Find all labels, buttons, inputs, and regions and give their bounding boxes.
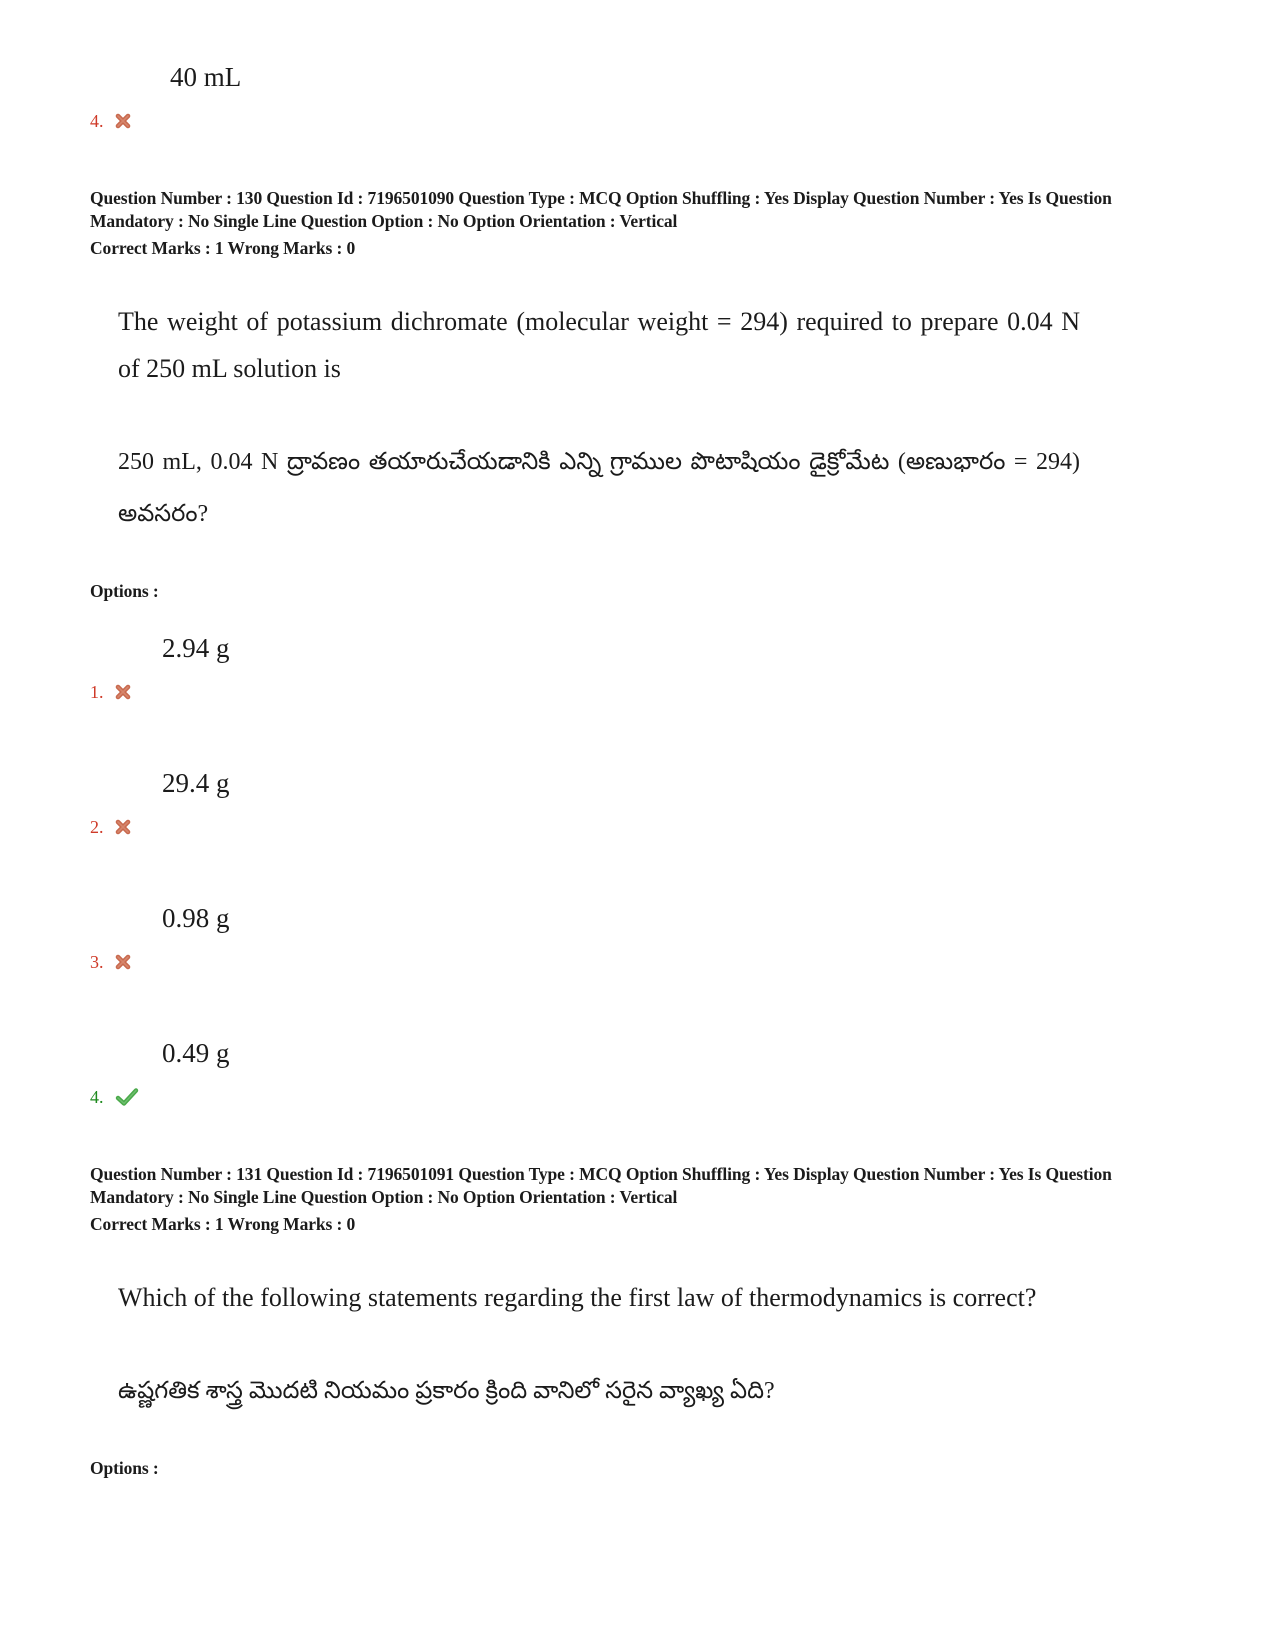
question-text-telugu: 250 mL, 0.04 N ద్రావణం తయారుచేయడానికి ఎన్ని గ్రాముల పొటాషియం డైక్రోమేట (అణుభారం = 294) అవసరం? <box>118 449 1080 527</box>
option-marker-row <box>90 109 1185 133</box>
question-meta: Question Number : 131 Question Id : 7196501091 Question Type : MCQ Option Shuffling : Yes Display Question Number : Yes Is Question Mandatory : No Single Line Question Option : No Option Orientation : Vertical <box>90 1164 1112 1207</box>
option-number: 4. <box>90 111 104 131</box>
option-row-3 <box>90 901 1185 974</box>
check-icon <box>115 1088 139 1106</box>
cross-icon <box>115 819 131 835</box>
option-marker-row <box>90 1085 1185 1109</box>
question-marks: Correct Marks : 1 Wrong Marks : 0 <box>90 238 356 258</box>
cross-icon <box>115 684 131 700</box>
option-value: 0.49 g <box>162 1038 230 1068</box>
options-label: Options : <box>90 1458 159 1478</box>
question-text-english: The weight of potassium dichromate (molecular weight = 294) required to prepare 0.04 N of 250 mL solution is <box>118 307 1080 383</box>
option-marker-row <box>90 815 1185 839</box>
question-text-english: Which of the following statements regarding the first law of thermodynamics is correct? <box>118 1283 1037 1312</box>
option-row-1 <box>90 631 1185 704</box>
cross-icon <box>115 113 131 129</box>
option-number: 2. <box>90 817 104 837</box>
question-meta: Question Number : 130 Question Id : 7196501090 Question Type : MCQ Option Shuffling : Yes Display Question Number : Yes Is Question Mandatory : No Single Line Question Option : No Option Orientation : Vertical <box>90 188 1112 231</box>
option-value: 29.4 g <box>162 768 230 798</box>
question-130 <box>90 187 1185 1109</box>
cross-icon <box>115 954 131 970</box>
option-marker-row <box>90 680 1185 704</box>
option-number: 3. <box>90 952 104 972</box>
question-131 <box>90 1163 1185 1480</box>
option-value: 40 mL <box>170 62 242 92</box>
options-label: Options : <box>90 581 159 601</box>
option-number: 1. <box>90 682 104 702</box>
option-row-4 <box>90 1036 1185 1109</box>
option-number: 4. <box>90 1087 104 1107</box>
question-marks: Correct Marks : 1 Wrong Marks : 0 <box>90 1214 356 1234</box>
option-marker-row <box>90 950 1185 974</box>
option-row-2 <box>90 766 1185 839</box>
option-value: 0.98 g <box>162 903 230 933</box>
carryover-option <box>90 60 1185 133</box>
option-value: 2.94 g <box>162 633 230 663</box>
question-text-telugu: ఉష్ణగతిక శాస్త్ర మొదటి నియమం ప్రకారం క్రింది వానిలో సరైన వ్యాఖ్య ఏది? <box>118 1378 775 1404</box>
